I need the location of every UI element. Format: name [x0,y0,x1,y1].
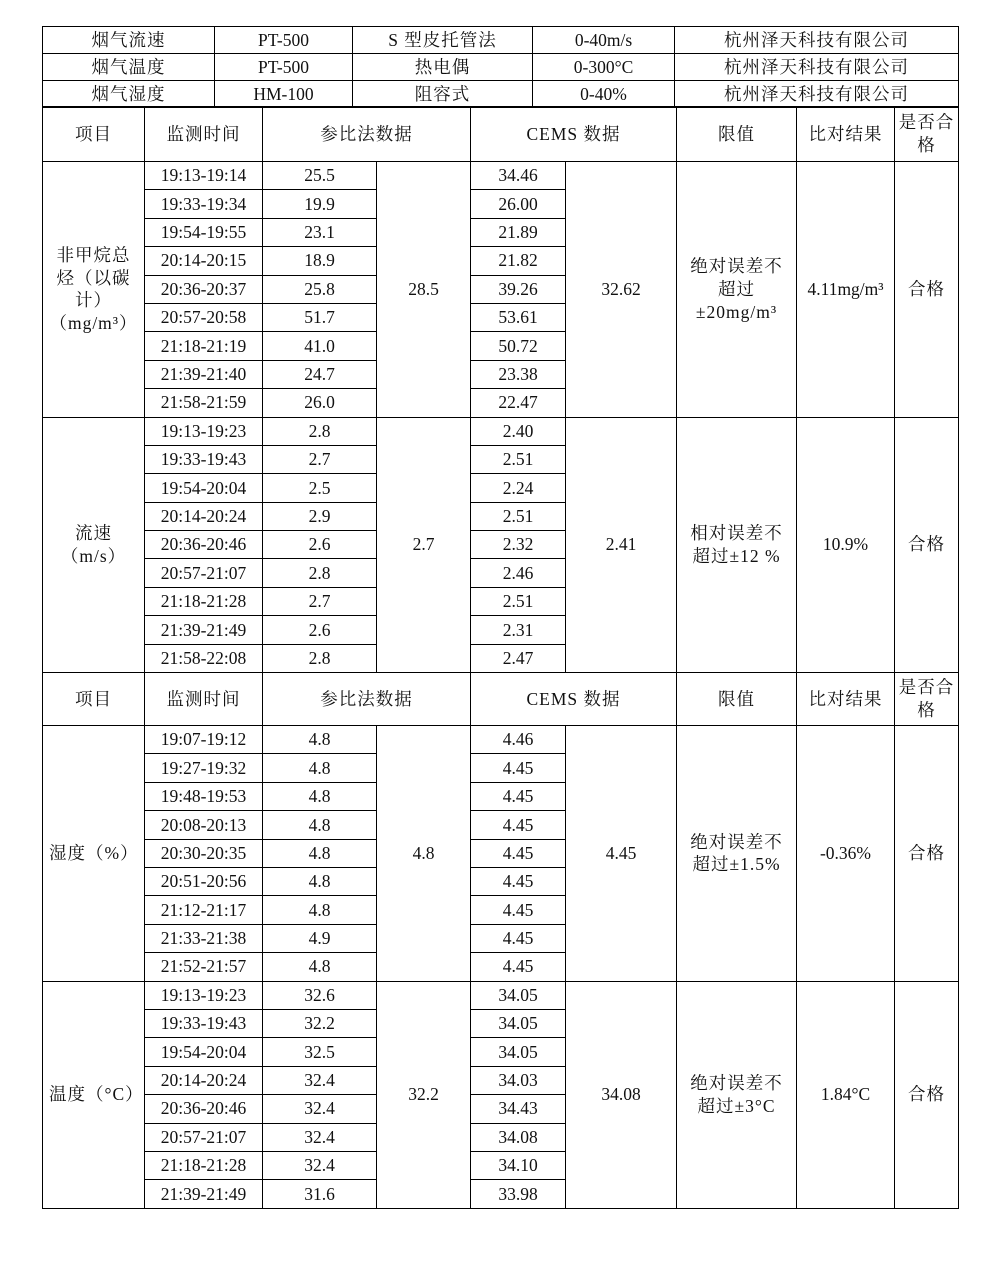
ref-value-cell: 32.4 [263,1123,377,1151]
pass-cell: 合格 [895,162,959,418]
ref-value-cell: 4.8 [263,782,377,810]
parameter-cell: 烟气温度 [43,54,215,81]
cems-average-cell: 34.08 [566,981,677,1208]
cems-value-cell: 4.45 [471,754,566,782]
ref-value-cell: 25.8 [263,275,377,303]
time-cell: 19:54-20:04 [145,1038,263,1066]
ref-value-cell: 2.5 [263,474,377,502]
manufacturer-cell: 杭州泽天科技有限公司 [675,54,959,81]
header-row [43,673,959,726]
ref-value-cell: 32.2 [263,1009,377,1037]
result-cell: 10.9% [797,417,895,673]
cems-value-cell: 34.03 [471,1066,566,1094]
item-cell: 温度（°C） [43,981,145,1208]
ref-value-cell: 2.6 [263,616,377,644]
time-cell: 21:18-21:28 [145,587,263,615]
ref-value-cell: 4.8 [263,811,377,839]
header-limit: 限值 [677,107,797,162]
time-cell: 21:52-21:57 [145,953,263,981]
ref-value-cell: 26.0 [263,389,377,417]
cems-value-cell: 39.26 [471,275,566,303]
time-cell: 19:07-19:12 [145,726,263,754]
cems-average-cell: 32.62 [566,162,677,418]
ref-value-cell: 19.9 [263,190,377,218]
data-row [43,162,959,190]
ref-value-cell: 32.4 [263,1151,377,1179]
manufacturer-cell: 杭州泽天科技有限公司 [675,27,959,54]
time-cell: 21:12-21:17 [145,896,263,924]
ref-value-cell: 2.6 [263,531,377,559]
ref-value-cell: 18.9 [263,247,377,275]
cems-value-cell: 4.45 [471,924,566,952]
header-pass: 是否合格 [895,673,959,726]
ref-value-cell: 31.6 [263,1180,377,1208]
ref-value-cell: 2.9 [263,502,377,530]
cems-value-cell: 34.10 [471,1151,566,1179]
cems-value-cell: 4.45 [471,896,566,924]
time-cell: 21:18-21:28 [145,1151,263,1179]
range-cell: 0-40% [533,81,675,108]
time-cell: 19:33-19:43 [145,445,263,473]
ref-value-cell: 51.7 [263,303,377,331]
time-cell: 19:27-19:32 [145,754,263,782]
header-cems: CEMS 数据 [471,107,677,162]
header-result: 比对结果 [797,107,895,162]
cems-value-cell: 21.89 [471,218,566,246]
ref-average-cell: 28.5 [377,162,471,418]
ref-value-cell: 2.8 [263,644,377,672]
ref-value-cell: 4.8 [263,867,377,895]
header-cems: CEMS 数据 [471,673,677,726]
cems-value-cell: 4.45 [471,782,566,810]
ref-value-cell: 32.5 [263,1038,377,1066]
cems-value-cell: 2.40 [471,417,566,445]
cems-value-cell: 2.46 [471,559,566,587]
header-ref: 参比法数据 [263,673,471,726]
model-cell: PT-500 [215,27,353,54]
cems-value-cell: 2.47 [471,644,566,672]
manufacturer-cell: 杭州泽天科技有限公司 [675,81,959,108]
ref-value-cell: 2.8 [263,559,377,587]
cems-value-cell: 4.45 [471,867,566,895]
ref-value-cell: 4.8 [263,896,377,924]
cems-value-cell: 23.38 [471,360,566,388]
cems-value-cell: 34.08 [471,1123,566,1151]
method-cell: S 型皮托管法 [353,27,533,54]
result-cell: -0.36% [797,726,895,982]
result-cell: 4.11mg/m³ [797,162,895,418]
instrument-row [43,27,959,54]
time-cell: 19:54-19:55 [145,218,263,246]
cems-value-cell: 50.72 [471,332,566,360]
method-cell: 阻容式 [353,81,533,108]
time-cell: 21:58-21:59 [145,389,263,417]
ref-value-cell: 4.8 [263,839,377,867]
time-cell: 19:13-19:14 [145,162,263,190]
time-cell: 19:13-19:23 [145,981,263,1009]
header-ref: 参比法数据 [263,107,471,162]
cems-value-cell: 21.82 [471,247,566,275]
ref-value-cell: 32.4 [263,1066,377,1094]
cems-value-cell: 4.45 [471,839,566,867]
parameter-cell: 烟气湿度 [43,81,215,108]
header-item: 项目 [43,107,145,162]
ref-value-cell: 2.7 [263,445,377,473]
time-cell: 20:08-20:13 [145,811,263,839]
ref-value-cell: 2.8 [263,417,377,445]
cems-value-cell: 4.45 [471,811,566,839]
pass-cell: 合格 [895,981,959,1208]
time-cell: 21:18-21:19 [145,332,263,360]
data-row [43,417,959,445]
cems-value-cell: 34.43 [471,1095,566,1123]
range-cell: 0-40m/s [533,27,675,54]
time-cell: 20:14-20:24 [145,1066,263,1094]
header-result: 比对结果 [797,673,895,726]
cems-average-cell: 4.45 [566,726,677,982]
header-row [43,107,959,162]
limit-cell: 相对误差不超过±12 % [677,417,797,673]
time-cell: 21:39-21:40 [145,360,263,388]
item-cell: 非甲烷总烃（以碳计）（mg/m³） [43,162,145,418]
cems-value-cell: 4.45 [471,953,566,981]
cems-value-cell: 2.31 [471,616,566,644]
ref-value-cell: 41.0 [263,332,377,360]
header-item: 项目 [43,673,145,726]
instrument-row [43,81,959,108]
cems-value-cell: 34.05 [471,981,566,1009]
time-cell: 19:54-20:04 [145,474,263,502]
time-cell: 20:36-20:46 [145,531,263,559]
time-cell: 19:33-19:43 [145,1009,263,1037]
cems-average-cell: 2.41 [566,417,677,673]
ref-value-cell: 4.8 [263,754,377,782]
comparison-table [42,106,959,1209]
time-cell: 20:30-20:35 [145,839,263,867]
time-cell: 21:33-21:38 [145,924,263,952]
parameter-cell: 烟气流速 [43,27,215,54]
cems-value-cell: 2.32 [471,531,566,559]
item-cell: 流速（m/s） [43,417,145,673]
ref-value-cell: 4.8 [263,953,377,981]
result-cell: 1.84°C [797,981,895,1208]
cems-value-cell: 34.05 [471,1038,566,1066]
ref-value-cell: 23.1 [263,218,377,246]
time-cell: 20:57-21:07 [145,559,263,587]
cems-value-cell: 2.51 [471,445,566,473]
cems-value-cell: 53.61 [471,303,566,331]
range-cell: 0-300°C [533,54,675,81]
time-cell: 20:14-20:15 [145,247,263,275]
cems-value-cell: 2.24 [471,474,566,502]
time-cell: 21:39-21:49 [145,616,263,644]
ref-value-cell: 25.5 [263,162,377,190]
time-cell: 20:14-20:24 [145,502,263,530]
instrument-table [42,26,959,108]
header-limit: 限值 [677,673,797,726]
header-time: 监测时间 [145,107,263,162]
ref-value-cell: 24.7 [263,360,377,388]
header-time: 监测时间 [145,673,263,726]
cems-value-cell: 26.00 [471,190,566,218]
time-cell: 20:57-21:07 [145,1123,263,1151]
ref-value-cell: 4.8 [263,726,377,754]
cems-value-cell: 34.05 [471,1009,566,1037]
time-cell: 20:57-20:58 [145,303,263,331]
ref-average-cell: 4.8 [377,726,471,982]
pass-cell: 合格 [895,726,959,982]
limit-cell: 绝对误差不超过±3°C [677,981,797,1208]
time-cell: 20:51-20:56 [145,867,263,895]
cems-value-cell: 34.46 [471,162,566,190]
time-cell: 21:58-22:08 [145,644,263,672]
data-row [43,726,959,754]
model-cell: PT-500 [215,54,353,81]
limit-cell: 绝对误差不超过±1.5% [677,726,797,982]
ref-value-cell: 2.7 [263,587,377,615]
cems-value-cell: 2.51 [471,587,566,615]
method-cell: 热电偶 [353,54,533,81]
model-cell: HM-100 [215,81,353,108]
ref-value-cell: 32.6 [263,981,377,1009]
cems-value-cell: 22.47 [471,389,566,417]
time-cell: 20:36-20:46 [145,1095,263,1123]
pass-cell: 合格 [895,417,959,673]
item-cell: 湿度（%） [43,726,145,982]
instrument-row [43,54,959,81]
cems-value-cell: 4.46 [471,726,566,754]
ref-value-cell: 4.9 [263,924,377,952]
ref-average-cell: 2.7 [377,417,471,673]
cems-value-cell: 33.98 [471,1180,566,1208]
data-row [43,981,959,1009]
time-cell: 19:13-19:23 [145,417,263,445]
ref-average-cell: 32.2 [377,981,471,1208]
time-cell: 21:39-21:49 [145,1180,263,1208]
time-cell: 20:36-20:37 [145,275,263,303]
header-pass: 是否合格 [895,107,959,162]
cems-value-cell: 2.51 [471,502,566,530]
time-cell: 19:33-19:34 [145,190,263,218]
limit-cell: 绝对误差不超过±20mg/m³ [677,162,797,418]
ref-value-cell: 32.4 [263,1095,377,1123]
time-cell: 19:48-19:53 [145,782,263,810]
